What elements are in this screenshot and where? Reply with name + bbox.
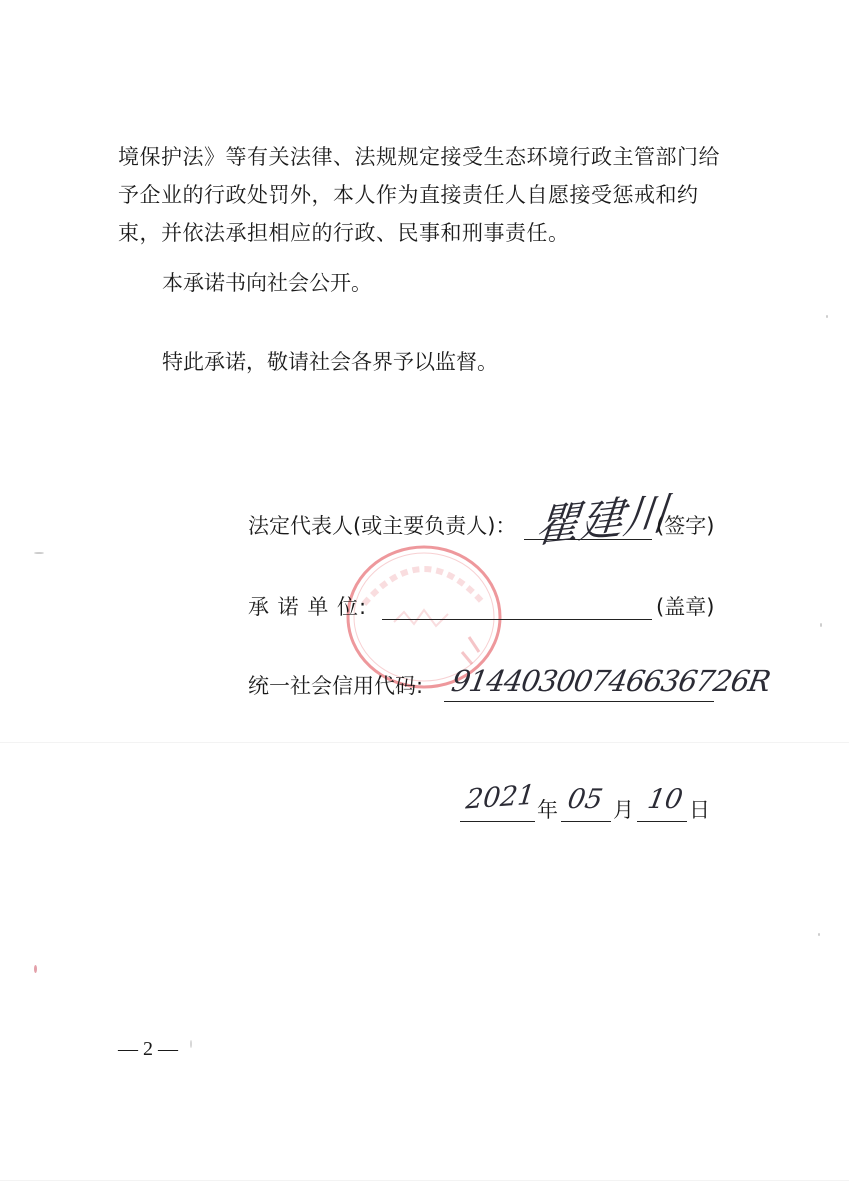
handwritten-year: 2021 (464, 779, 537, 816)
unit-line (382, 619, 652, 620)
month-label: 月 (613, 798, 634, 822)
year-label: 年 (537, 798, 558, 822)
year-line (460, 821, 535, 822)
body-line: 予企业的行政处罚外，本人作为直接责任人自愿接受惩戒和约 (118, 183, 699, 207)
day-line (637, 821, 687, 822)
seal-suffix: (盖章) (656, 595, 715, 619)
scan-artifact-line (0, 1180, 849, 1181)
closing-text: 特此承诺，敬请社会各界予以监督。 (162, 350, 498, 374)
handwritten-day: 10 (645, 784, 686, 815)
handwritten-credit-code: 91440300746636726R (449, 664, 773, 698)
month-line (561, 821, 611, 822)
scan-speck (818, 933, 820, 936)
page-number: — 2 — (118, 1038, 178, 1060)
body-line: 境保护法》等有关法律、法规规定接受生态环境行政主管部门给 (118, 145, 720, 169)
public-notice-text: 本承诺书向社会公开。 (162, 271, 372, 295)
unit-label: 承 诺 单 位: (248, 595, 368, 619)
sign-suffix: (签字) (656, 514, 715, 538)
scan-speck (34, 552, 44, 554)
legal-rep-label: 法定代表人(或主要负责人)： (248, 514, 517, 538)
scan-speck (34, 965, 37, 973)
scan-artifact-line (0, 742, 849, 743)
day-label: 日 (689, 798, 710, 822)
credit-code-line (444, 701, 714, 702)
handwritten-signature: 瞿建川 (533, 487, 670, 554)
handwritten-month: 05 (565, 784, 606, 815)
body-paragraph (118, 138, 738, 252)
scan-speck (820, 623, 822, 627)
scan-speck (826, 315, 828, 318)
body-line: 束，并依法承担相应的行政、民事和刑事责任。 (118, 221, 570, 245)
credit-code-label: 统一社会信用代码: (248, 674, 424, 698)
scan-speck (190, 1040, 192, 1048)
